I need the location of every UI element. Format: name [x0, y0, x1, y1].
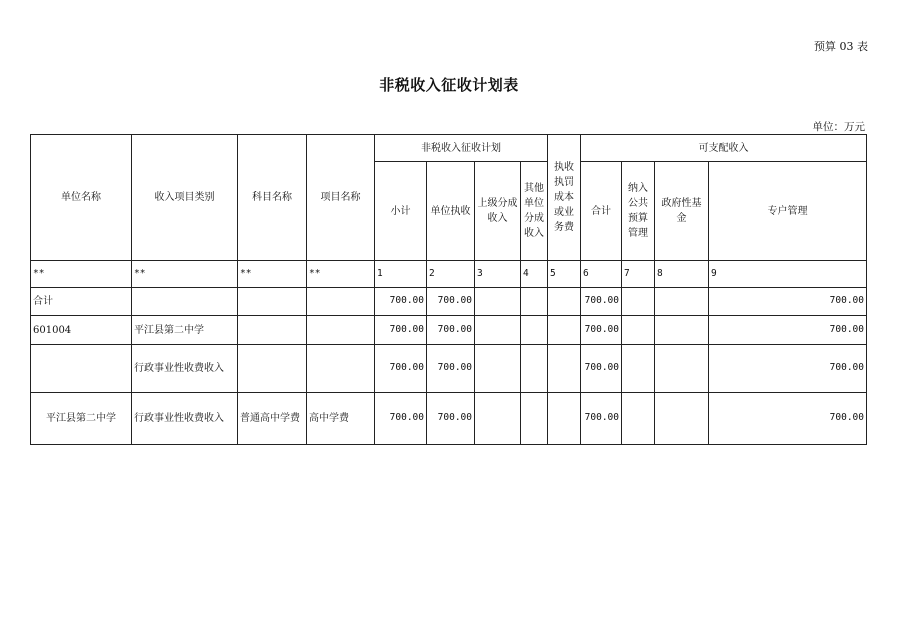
page-title: 非税收入征收计划表 [379, 76, 519, 94]
amount-cell [655, 345, 709, 393]
index-cell: 6 [581, 261, 622, 288]
amount-cell [655, 288, 709, 316]
amount-cell [548, 345, 581, 393]
header-plan-group: 非税收入征收计划 [375, 135, 548, 162]
income-category-cell: 行政事业性收费收入 [132, 345, 238, 393]
index-cell: 3 [475, 261, 521, 288]
subject-name-cell [238, 288, 307, 316]
index-cell: 1 [375, 261, 427, 288]
amount-cell: 700.00 [581, 393, 622, 445]
amount-cell: 700.00 [375, 288, 427, 316]
subject-name-cell [238, 316, 307, 345]
header-public-budget: 纳入公共预算管理 [622, 162, 655, 261]
amount-cell [475, 288, 521, 316]
amount-cell [475, 316, 521, 345]
index-cell: 8 [655, 261, 709, 288]
amount-cell [521, 345, 548, 393]
header-income-category: 收入项目类别 [132, 135, 238, 261]
amount-cell [655, 393, 709, 445]
plan-table [30, 134, 867, 445]
amount-cell: 700.00 [709, 288, 867, 316]
unit-name-cell: 合计 [31, 288, 132, 316]
unit-label: 单位：万元 [812, 121, 865, 133]
header-subject-name: 科目名称 [238, 135, 307, 261]
table-row [31, 288, 867, 316]
index-cell: 9 [709, 261, 867, 288]
project-name-cell [307, 345, 375, 393]
form-code: 预算 03 表 [814, 40, 868, 53]
amount-cell [475, 393, 521, 445]
amount-cell: 700.00 [375, 345, 427, 393]
amount-cell: 700.00 [375, 316, 427, 345]
unit-name-cell [31, 345, 132, 393]
unit-name-cell: 601004 [31, 316, 132, 345]
table-row [31, 316, 867, 345]
income-category-cell: 行政事业性收费收入 [132, 393, 238, 445]
index-cell: 5 [548, 261, 581, 288]
amount-cell [622, 316, 655, 345]
income-category-cell [132, 288, 238, 316]
project-name-cell [307, 288, 375, 316]
unit-name-cell: 平江县第二中学 [31, 393, 132, 445]
amount-cell [521, 316, 548, 345]
amount-cell: 700.00 [427, 316, 475, 345]
header-disposable-group: 可支配收入 [581, 135, 867, 162]
amount-cell [475, 345, 521, 393]
amount-cell: 700.00 [709, 393, 867, 445]
amount-cell [521, 393, 548, 445]
amount-cell: 700.00 [427, 393, 475, 445]
subject-name-cell: 普通高中学费 [238, 393, 307, 445]
amount-cell [622, 288, 655, 316]
header-project-name: 项目名称 [307, 135, 375, 261]
table-row [31, 345, 867, 393]
header-disposable-total: 合计 [581, 162, 622, 261]
project-name-cell: 高中学费 [307, 393, 375, 445]
amount-cell [622, 393, 655, 445]
amount-cell [548, 288, 581, 316]
amount-cell [622, 345, 655, 393]
amount-cell: 700.00 [581, 288, 622, 316]
header-unit-enforce: 单位执收 [427, 162, 475, 261]
amount-cell: 700.00 [581, 316, 622, 345]
amount-cell [521, 288, 548, 316]
index-cell: 4 [521, 261, 548, 288]
amount-cell [548, 316, 581, 345]
header-superior-share: 上级分成收入 [475, 162, 521, 261]
header-other-unit-share: 其他单位分成收入 [521, 162, 548, 261]
income-category-cell: 平江县第二中学 [132, 316, 238, 345]
subject-name-cell [238, 345, 307, 393]
amount-cell [655, 316, 709, 345]
header-enforce-cost: 执收执罚成本或业务费 [548, 135, 581, 261]
index-cell: ** [238, 261, 307, 288]
amount-cell: 700.00 [427, 345, 475, 393]
index-cell: ** [132, 261, 238, 288]
amount-cell: 700.00 [427, 288, 475, 316]
header-subtotal: 小计 [375, 162, 427, 261]
header-gov-fund: 政府性基金 [655, 162, 709, 261]
index-cell: 2 [427, 261, 475, 288]
amount-cell: 700.00 [581, 345, 622, 393]
amount-cell: 700.00 [709, 345, 867, 393]
amount-cell [548, 393, 581, 445]
header-special-account: 专户管理 [709, 162, 867, 261]
index-cell: ** [307, 261, 375, 288]
amount-cell: 700.00 [709, 316, 867, 345]
project-name-cell [307, 316, 375, 345]
header-unit-name: 单位名称 [31, 135, 132, 261]
index-cell: 7 [622, 261, 655, 288]
index-row [31, 261, 867, 288]
table-row [31, 393, 867, 445]
index-cell: ** [31, 261, 132, 288]
amount-cell: 700.00 [375, 393, 427, 445]
header-row-1 [31, 135, 867, 162]
